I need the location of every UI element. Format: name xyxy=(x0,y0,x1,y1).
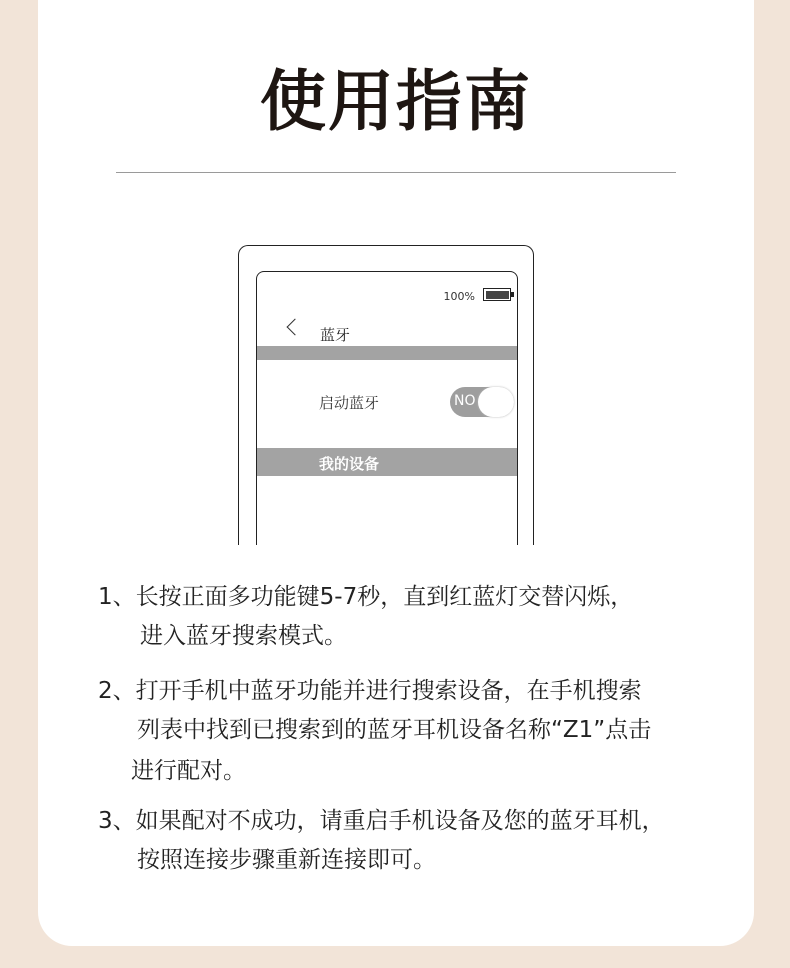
section-separator xyxy=(257,346,517,360)
step-1-line-2: 进入蓝牙搜索模式。 xyxy=(140,623,347,649)
title-divider xyxy=(116,172,676,173)
bluetooth-toggle[interactable] xyxy=(450,387,514,417)
step-2-line-1: 2、打开手机中蓝牙功能并进行搜索设备，在手机搜索 xyxy=(98,678,642,704)
step-2-line-2: 列表中找到已搜索到的蓝牙耳机设备名称“Z1”点击 xyxy=(137,717,652,743)
page-title: 使用指南 xyxy=(260,63,532,140)
guide-card xyxy=(38,0,754,946)
battery-tip xyxy=(511,292,514,297)
phone-illustration xyxy=(238,245,536,545)
step-3-line-1: 3、如果配对不成功，请重启手机设备及您的蓝牙耳机， xyxy=(98,808,665,834)
back-chevron-icon[interactable] xyxy=(287,319,304,336)
bluetooth-screen-title: 蓝牙 xyxy=(320,326,351,344)
step-1-line-1: 1、长按正面多功能键5-7秒，直到红蓝灯交替闪烁， xyxy=(98,584,634,610)
toggle-text: NO xyxy=(454,393,476,409)
step-3-line-2: 按照连接步骤重新连接即可。 xyxy=(137,847,436,873)
my-devices-label: 我的设备 xyxy=(319,455,380,473)
toggle-knob xyxy=(478,387,514,417)
battery-icon xyxy=(483,288,511,301)
phone-screen xyxy=(256,271,518,545)
enable-bluetooth-label: 启动蓝牙 xyxy=(319,394,380,412)
my-devices-header xyxy=(257,448,517,476)
step-2-line-3: 进行配对。 xyxy=(131,758,246,784)
battery-percentage: 100% xyxy=(443,290,475,303)
